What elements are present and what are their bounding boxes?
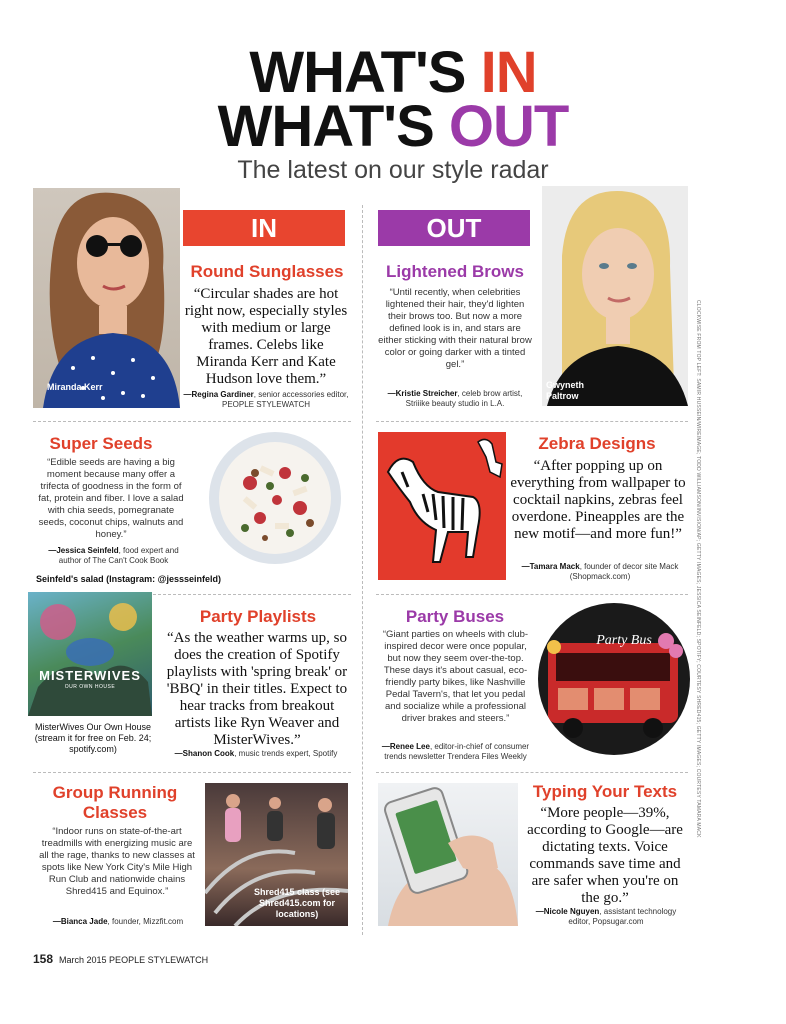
page-title-line-2 bbox=[0, 94, 786, 159]
lightened-brows-credit bbox=[376, 389, 534, 409]
credit-name: —Jessica Seinfeld bbox=[48, 546, 119, 555]
treadmill-class-photo bbox=[205, 783, 348, 926]
credit-role: , celeb brow artist, Striiike beauty studio in L.A. bbox=[405, 389, 523, 408]
zebra-designs-credit bbox=[520, 562, 680, 582]
credit-role: , founder of decor site Mack (Shopmack.com) bbox=[569, 562, 679, 581]
phone-illustration bbox=[378, 783, 518, 926]
photo-caption: Gwyneth Paltrow bbox=[546, 380, 585, 401]
credit-name: —Nicole Nguyen bbox=[535, 907, 600, 916]
in-tab: IN bbox=[183, 210, 345, 246]
credit-role: , assistant technology editor, Popsugar.com bbox=[568, 907, 677, 926]
party-buses-heading: Party Buses bbox=[405, 607, 505, 626]
miranda-kerr-photo bbox=[33, 188, 180, 408]
row-divider bbox=[33, 772, 351, 773]
out-tab: OUT bbox=[378, 210, 530, 246]
row-divider bbox=[376, 421, 688, 422]
credit-role: , music trends expert, Spotify bbox=[234, 749, 338, 758]
album-illustration bbox=[28, 592, 152, 716]
page-number: 158 bbox=[33, 952, 54, 966]
row-divider bbox=[33, 421, 351, 422]
bus-sign: Party Bus bbox=[596, 633, 652, 648]
zebra-illustration bbox=[378, 432, 506, 580]
photo-caption: Shred415 class (see Shred415.com for locations) bbox=[253, 887, 341, 919]
portrait-illustration bbox=[33, 188, 180, 408]
credit-name: —Kristie Streicher bbox=[387, 389, 458, 398]
party-playlists-credit bbox=[158, 749, 354, 759]
gwyneth-paltrow-photo bbox=[542, 186, 688, 406]
group-running-heading: Group Running Classes bbox=[52, 783, 178, 822]
party-playlists-quote: “As the weather warms up, so does the creation of Spotify playlists with 'spring break' or 'BBQ' in their titles. Expect to hear tracks from breakout artists like Ryn Weaver and MisterWives.” bbox=[166, 630, 348, 748]
typing-texts-credit bbox=[526, 907, 686, 927]
title-whats: WHAT'S bbox=[217, 94, 449, 159]
zebra-designs-quote: “After popping up on everything from wallpaper to cocktail napkins, zebras feel overdone. Pineapples are the new motif—and more fun!” bbox=[510, 458, 686, 542]
photo-credits: CLOCKWISE FROM TOP LEFT: SAMIR HUSSEIN/WIREIMAGE; TODD WILLIAMSON/INVISION/AP; GETTY IMAGES; JESSICA SEINFELD; SPOTIFY; COURTESY SHRED415; GETTY IMAGES; COURTESY TAMARA MACK bbox=[695, 300, 701, 838]
album-caption: MisterWives Our Own House (stream it for free on Feb. 24; spotify.com) bbox=[34, 722, 152, 754]
title-whats: WHAT'S bbox=[249, 40, 481, 105]
group-running-credit bbox=[40, 917, 196, 927]
credit-role: , founder, Mizzfit.com bbox=[107, 917, 184, 926]
lightened-brows-quote: “Until recently, when celebrities lightened their hair, they'd lighten their brows too. But now a more defined look is in, and stars are either sticking with their natural brow color or going darker with a tinted gel.” bbox=[378, 287, 532, 370]
party-buses-credit bbox=[378, 742, 533, 762]
party-buses-quote: “Giant parties on wheels with club-inspired decor were once popular, but now they seem over-the-top. These days it's about casual, eco-friendly party bikes, like Nashville Pedal Tavern's, that let you pedal and socialize while a professional driver brakes and steers.” bbox=[382, 629, 529, 724]
misterwives-album-cover bbox=[28, 592, 152, 716]
photo-caption: Miranda Kerr bbox=[47, 382, 103, 392]
credit-name: —Regina Gardiner bbox=[183, 390, 254, 399]
credit-role: , food expert and author of The Can't Cook Book bbox=[58, 546, 179, 565]
zebra-designs-heading: Zebra Designs bbox=[538, 434, 656, 453]
album-subtitle: OUR OWN HOUSE bbox=[64, 684, 116, 690]
texting-phone-photo bbox=[378, 783, 518, 926]
bus-illustration bbox=[538, 603, 690, 755]
credit-name: —Renee Lee bbox=[381, 742, 430, 751]
column-divider bbox=[362, 205, 363, 935]
party-bus-photo bbox=[538, 603, 690, 755]
title-out: OUT bbox=[448, 94, 569, 159]
title-in: IN bbox=[480, 40, 537, 105]
salad-photo bbox=[205, 428, 345, 568]
album-title: MISTERWIVES bbox=[39, 668, 141, 683]
issue-info: March 2015 PEOPLE STYLEWATCH bbox=[59, 955, 209, 965]
party-playlists-heading: Party Playlists bbox=[199, 607, 317, 626]
round-sunglasses-heading: Round Sunglasses bbox=[190, 262, 344, 281]
credit-role: , editor-in-chief of consumer trends newsletter Trendera Files Weekly bbox=[384, 742, 530, 761]
typing-texts-quote: “More people—39%, according to Google—are dictating texts. Voice commands save time and are safer when you're on the go.” bbox=[527, 805, 683, 906]
salad-caption: Seinfeld's salad (Instagram: @jessseinfeld) bbox=[36, 574, 221, 584]
super-seeds-credit bbox=[36, 546, 191, 566]
group-running-quote: “Indoor runs on state-of-the-art treadmills with energizing music are all the rage, thanks to new classes at spots like New York City's Mile High Run Club and nationwide chains Shred415 and Equinox.” bbox=[39, 826, 195, 897]
page-subtitle: The latest on our style radar bbox=[237, 156, 549, 184]
portrait-illustration bbox=[542, 186, 688, 406]
credit-role: , senior accessories editor, PEOPLE STYLEWATCH bbox=[221, 390, 349, 409]
typing-texts-heading: Typing Your Texts bbox=[532, 782, 678, 801]
super-seeds-heading: Super Seeds bbox=[49, 434, 153, 453]
salad-illustration bbox=[205, 428, 345, 568]
zebra-wallpaper-photo bbox=[378, 432, 506, 580]
round-sunglasses-quote: “Circular shades are hot right now, especially styles with medium or large frames. Celebs like Miranda Kerr and Kate Hudson love them.” bbox=[184, 286, 348, 387]
round-sunglasses-credit bbox=[183, 390, 349, 410]
credit-name: —Shanon Cook bbox=[174, 749, 235, 758]
credit-name: —Tamara Mack bbox=[521, 562, 580, 571]
page-footer bbox=[33, 952, 208, 966]
row-divider bbox=[376, 772, 688, 773]
row-divider bbox=[376, 594, 688, 595]
credit-name: —Bianca Jade bbox=[52, 917, 108, 926]
lightened-brows-heading: Lightened Brows bbox=[386, 262, 524, 281]
super-seeds-quote: “Edible seeds are having a big moment because many offer a trifecta of goodness in the form of fat, protein and fiber. I love a salad with chia seeds, pomegranate seeds, coconut chips, walnuts and honey.” bbox=[38, 457, 184, 540]
